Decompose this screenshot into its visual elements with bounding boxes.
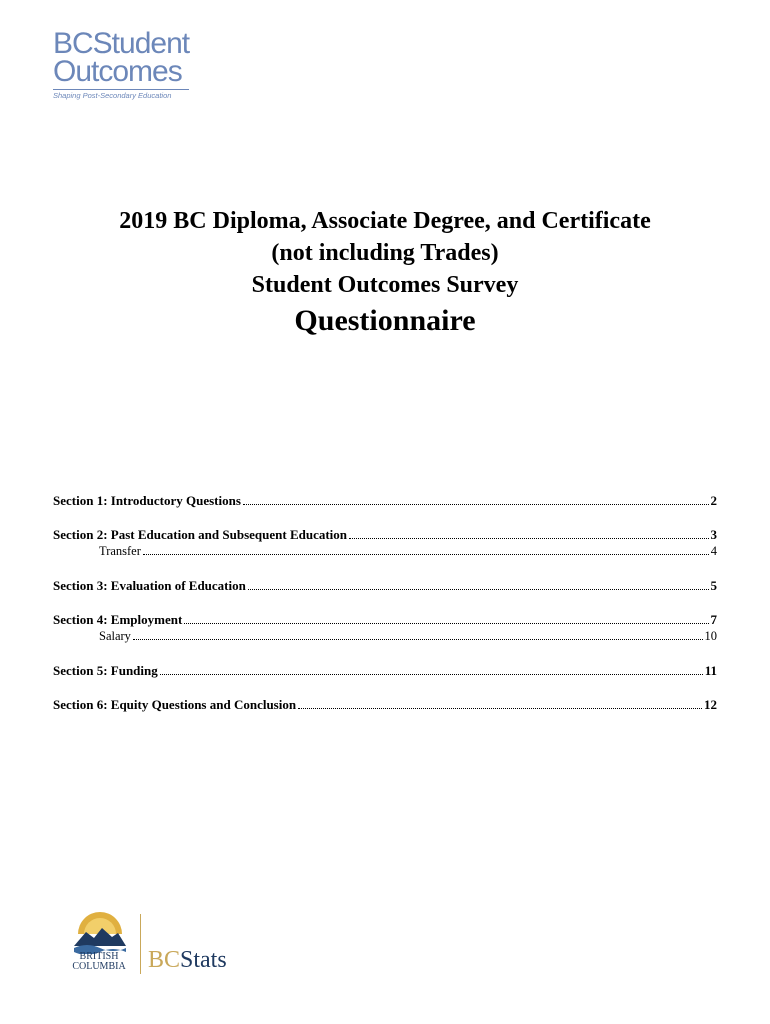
- stats-wordmark: Stats: [180, 947, 227, 973]
- logo-line-2: Outcomes: [53, 55, 182, 88]
- toc-label: Section 4: Employment: [53, 612, 183, 627]
- toc-leader: [248, 589, 709, 590]
- bc-stats-wordmark: [148, 946, 227, 974]
- toc-entry-section-5[interactable]: [53, 662, 717, 679]
- toc-entry-section-4[interactable]: [53, 611, 717, 628]
- toc-label: Salary: [99, 629, 131, 643]
- toc-leader: [349, 538, 708, 539]
- toc-page: 5: [710, 578, 717, 593]
- toc-leader: [243, 504, 709, 505]
- table-of-contents: [53, 492, 717, 713]
- bc-stats-logo: [62, 908, 262, 978]
- toc-page: 4: [710, 544, 717, 558]
- toc-label: Section 3: Evaluation of Education: [53, 578, 246, 593]
- province-line-1: BRITISH: [79, 951, 119, 962]
- toc-entry-section-6[interactable]: [53, 696, 717, 713]
- toc-page: 10: [704, 629, 717, 643]
- british-columbia-wordmark: [62, 952, 136, 972]
- logo-line-1: BCStudent: [53, 27, 190, 60]
- british-columbia-sun-mountains-icon: [70, 910, 130, 954]
- toc-entry-section-1[interactable]: [53, 492, 717, 509]
- toc-leader: [184, 623, 708, 624]
- toc-leader: [298, 708, 702, 709]
- title-questionnaire: Questionnaire: [294, 304, 476, 337]
- toc-leader: [143, 554, 709, 555]
- toc-label: Transfer: [99, 544, 141, 558]
- toc-page: 11: [704, 663, 717, 678]
- toc-entry-transfer[interactable]: [53, 543, 717, 560]
- bc-student-outcomes-logo: [53, 27, 203, 100]
- logo-tagline: Shaping Post-Secondary Education: [53, 89, 189, 100]
- toc-entry-salary[interactable]: [53, 628, 717, 645]
- toc-page: 2: [710, 493, 717, 508]
- toc-page: 3: [710, 527, 717, 542]
- logo-divider: [140, 914, 141, 974]
- toc-label: Section 1: Introductory Questions: [53, 493, 241, 508]
- toc-leader: [160, 674, 703, 675]
- title-line-1: 2019 BC Diploma, Associate Degree, and Certificate: [119, 208, 651, 234]
- toc-label: Section 2: Past Education and Subsequent Education: [53, 527, 348, 542]
- title-line-3: Student Outcomes Survey: [251, 272, 519, 298]
- toc-entry-section-3[interactable]: [53, 577, 717, 594]
- province-line-2: COLUMBIA: [72, 961, 126, 972]
- toc-page: 7: [710, 612, 717, 627]
- title-line-2: (not including Trades): [271, 240, 499, 266]
- toc-label: Section 6: Equity Questions and Conclusion: [53, 697, 297, 712]
- toc-label: Section 5: Funding: [53, 663, 158, 678]
- toc-leader: [133, 639, 703, 640]
- document-title: [0, 205, 770, 341]
- toc-entry-section-2[interactable]: [53, 526, 717, 543]
- bc-wordmark-prefix: BC: [148, 947, 181, 973]
- toc-page: 12: [704, 697, 717, 712]
